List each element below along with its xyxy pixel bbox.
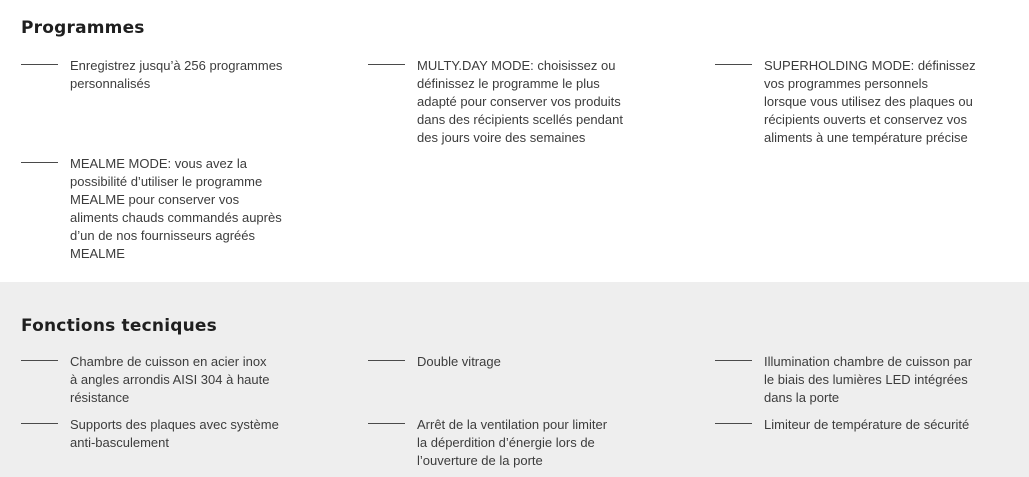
- dash-marker: [21, 64, 58, 65]
- list-item-text: Double vitrage: [417, 354, 501, 369]
- list-item-text: Illumination chambre de cuisson par le biais des lumières LED intégrées dans la porte: [764, 354, 973, 405]
- fonctions-section: [0, 282, 1029, 477]
- list-item: [21, 353, 370, 407]
- dash-marker: [21, 423, 58, 424]
- dash-marker: [368, 64, 405, 65]
- list-item-text: Supports des plaques avec système anti-basculement: [70, 417, 279, 450]
- dash-marker: [21, 360, 58, 361]
- list-item-text: Limiteur de température de sécurité: [764, 417, 970, 432]
- list-item: [368, 353, 717, 371]
- section-title-programmes: Programmes: [21, 18, 145, 38]
- list-item-text: MEALME MODE: vous avez la possibilité d’utiliser le programme MEALME pour conserver vos aliments chauds commandés auprès d’un de nos fournisseurs agréés MEALME: [70, 156, 282, 261]
- list-item: [21, 57, 370, 93]
- list-item-text: SUPERHOLDING MODE: définissez vos programmes personnels lorsque vous utilisez des plaques ou récipients ouverts et conservez vos aliments à une température précise: [764, 58, 976, 145]
- list-item: [21, 155, 370, 263]
- list-item: [368, 416, 717, 470]
- dash-marker: [368, 423, 405, 424]
- list-item-text: MULTY.DAY MODE: choisissez ou définissez le programme le plus adapté pour conserver vos produits dans des récipients scellés pendant des jours voire des semaines: [417, 58, 623, 145]
- section-title-fonctions: Fonctions tecniques: [21, 316, 217, 336]
- dash-marker: [715, 64, 752, 65]
- dash-marker: [21, 162, 58, 163]
- dash-marker: [715, 360, 752, 361]
- dash-marker: [715, 423, 752, 424]
- list-item: [368, 57, 717, 147]
- dash-marker: [368, 360, 405, 361]
- list-item-text: Arrêt de la ventilation pour limiter la déperdition d’énergie lors de l’ouverture de la porte: [417, 417, 608, 468]
- list-item-text: Chambre de cuisson en acier inox à angles arrondis AISI 304 à haute résistance: [70, 354, 270, 405]
- list-item: [715, 416, 1029, 434]
- list-item-text: Enregistrez jusqu’à 256 programmes personnalisés: [70, 58, 283, 91]
- list-item: [715, 57, 1029, 147]
- list-item: [21, 416, 370, 452]
- list-item: [715, 353, 1029, 407]
